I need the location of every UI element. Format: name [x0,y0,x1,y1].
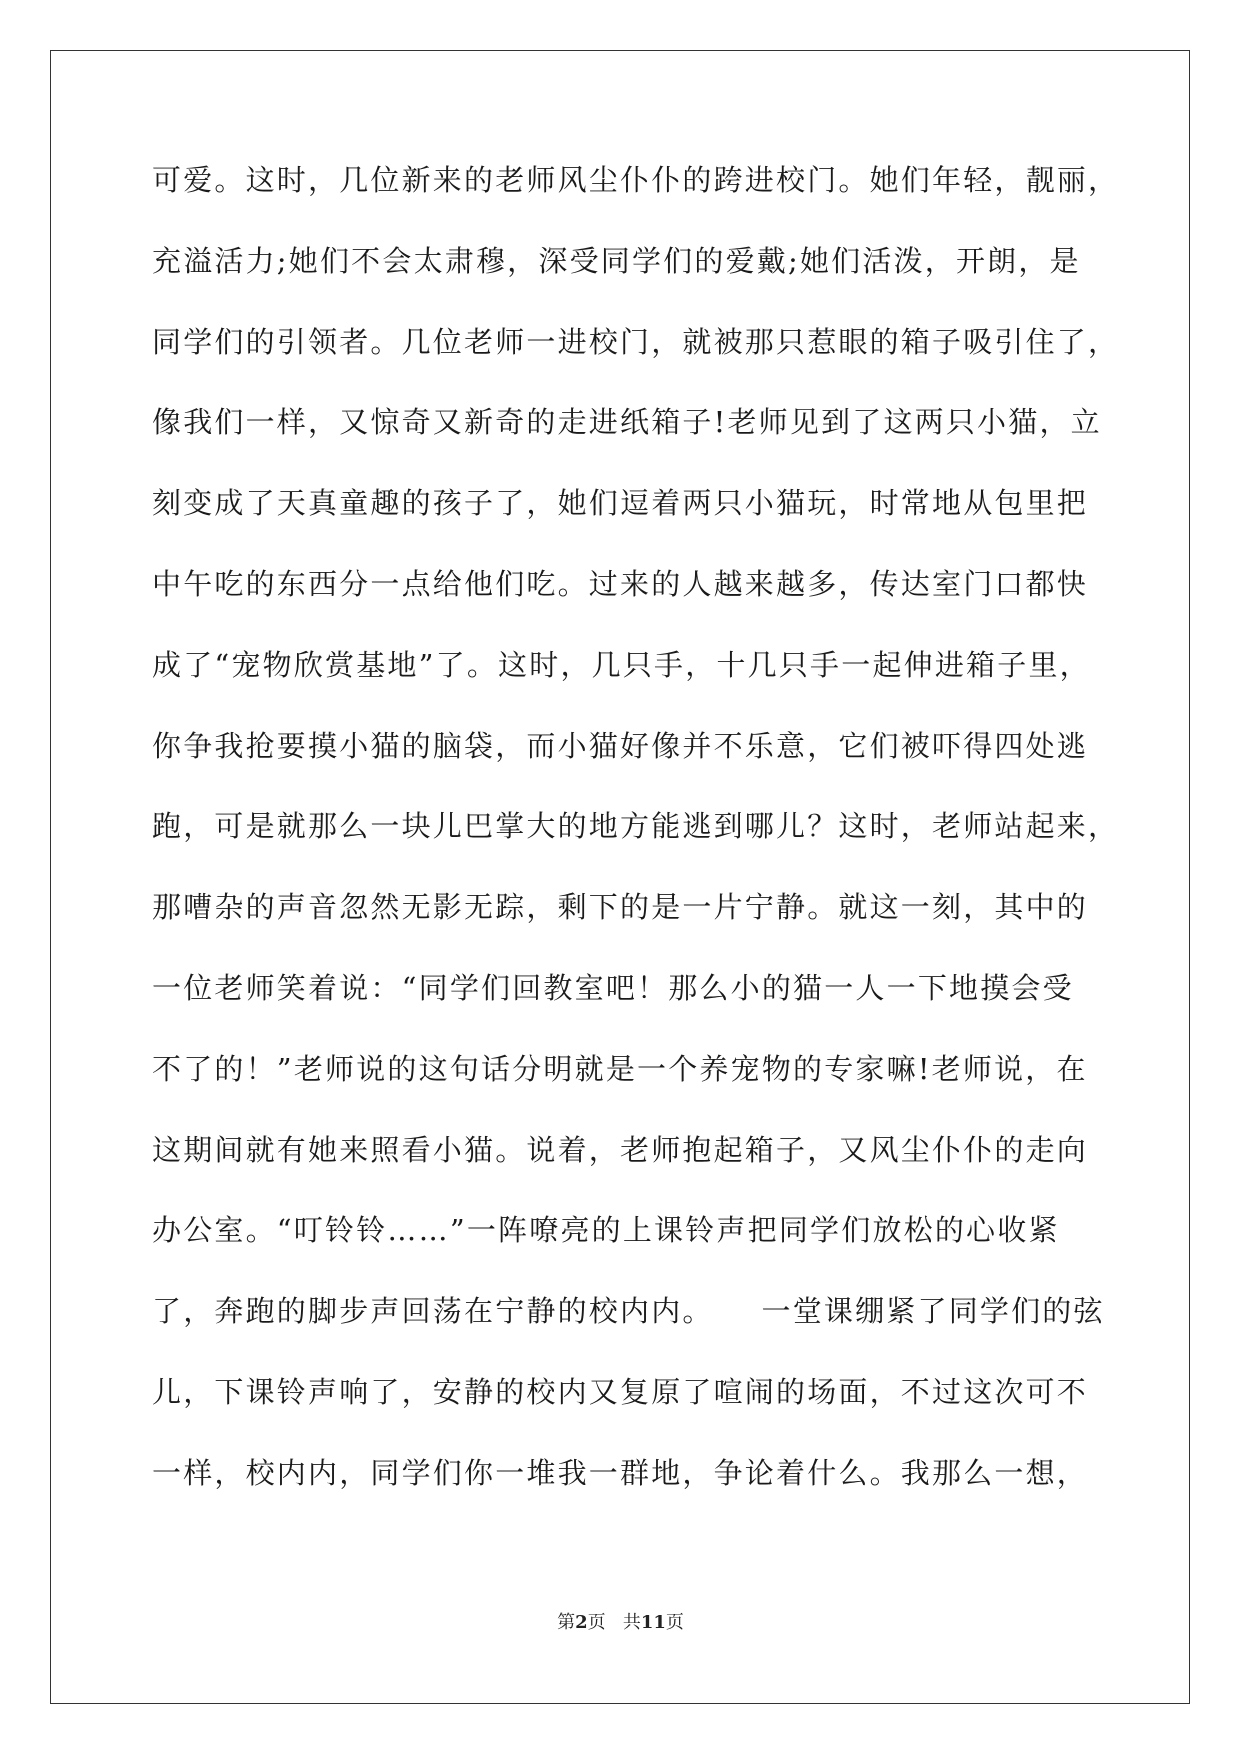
text-line: 一位老师笑着说：“同学们回教室吧！那么小的猫一人一下地摸会受 [152,970,1074,1005]
total-pages-number: 11 [640,1612,666,1633]
page-suffix: 页 [587,1612,606,1633]
text-line: 成了“宠物欣赏基地”了。这时，几只手，十几只手一起伸进箱子里， [152,647,1091,682]
current-page-number: 2 [575,1612,588,1633]
text-line: 儿，下课铃声响了，安静的校内又复原了喧闹的场面，不过这次可不 [152,1374,1089,1409]
text-line: 刻变成了天真童趣的孩子了，她们逗着两只小猫玩，时常地从包里把 [152,486,1089,521]
text-line: 中午吃的东西分一点给他们吃。过来的人越来越多，传达室门口都快 [152,566,1089,601]
text-line: 你争我抢要摸小猫的脑袋，而小猫好像并不乐意，它们被吓得四处逃 [152,728,1089,763]
page-number-footer [0,1608,1241,1634]
text-line: 不了的！”老师说的这句话分明就是一个养宠物的专家嘛!老师说，在 [152,1051,1088,1086]
total-prefix: 共 [622,1612,641,1633]
text-line: 一样，校内内，同学们你一堆我一群地，争论着什么。我那么一想， [152,1455,1089,1490]
text-line: 那嘈杂的声音忽然无影无踪，剩下的是一片宁静。就这一刻，其中的 [152,890,1089,925]
total-suffix: 页 [665,1612,684,1633]
text-line: 像我们一样，又惊奇又新奇的走进纸箱子!老师见到了这两只小猫，立 [152,405,1102,440]
text-line: 办公室。“叮铃铃……”一阵嘹亮的上课铃声把同学们放松的心收紧 [152,1213,1060,1248]
text-line: 可爱。这时，几位新来的老师风尘仆仆的跨进校门。她们年轻，靓丽， [152,163,1120,197]
text-line: 了，奔跑的脚步声回荡在宁静的校内内。 一堂课绷紧了同学们的弦 [152,1294,1105,1329]
text-line: 同学们的引领者。几位老师一进校门，就被那只惹眼的箱子吸引住了， [152,324,1120,359]
body-text [152,140,1120,1514]
text-line: 跑，可是就那么一块儿巴掌大的地方能逃到哪儿？这时，老师站起来， [152,809,1120,844]
page-prefix: 第 [557,1612,576,1633]
text-line: 这期间就有她来照看小猫。说着，老师抱起箱子，又风尘仆仆的走向 [152,1132,1089,1167]
text-line: 充溢活力;她们不会太肃穆，深受同学们的爱戴;她们活泼，开朗，是 [152,243,1081,278]
